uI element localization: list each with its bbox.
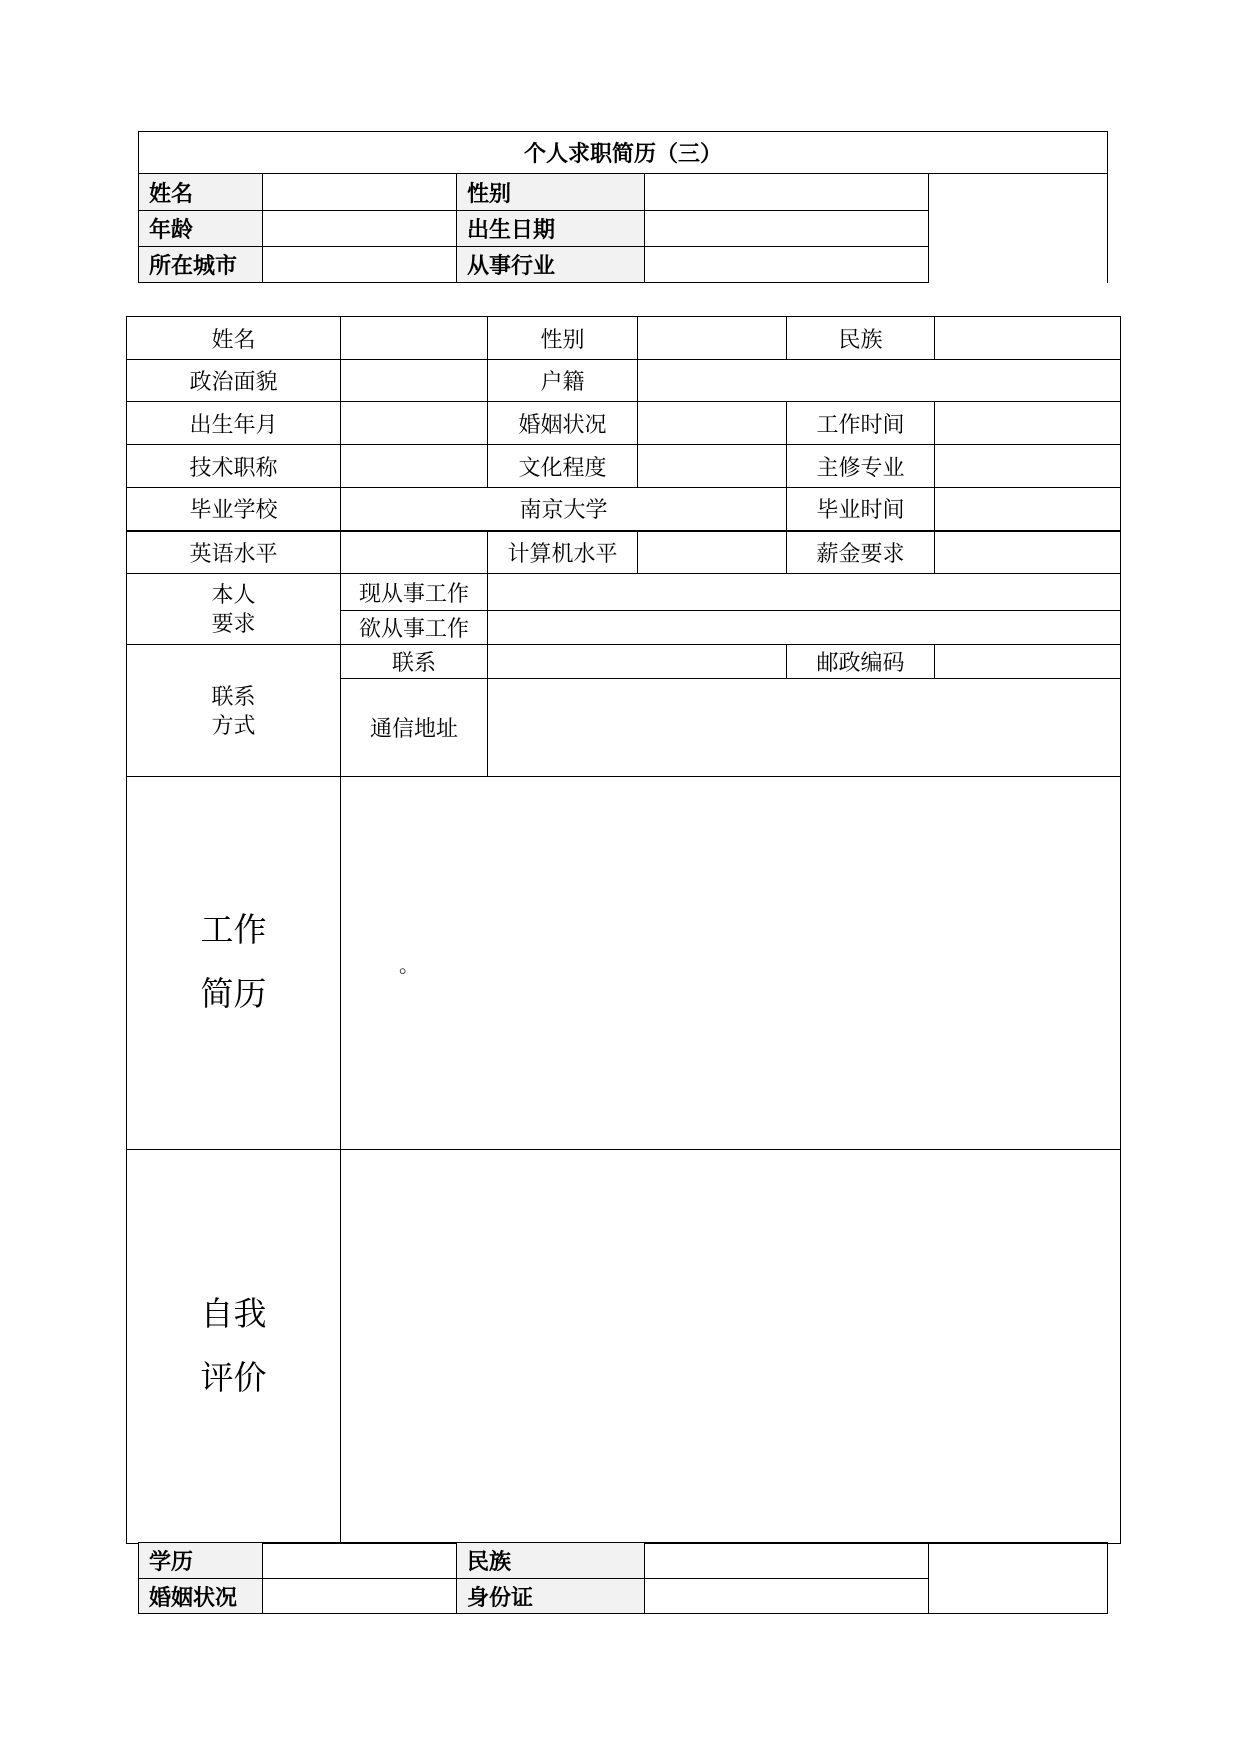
address-label: 通信地址	[341, 679, 488, 777]
salary-label: 薪金要求	[787, 531, 935, 574]
household-field[interactable]	[638, 360, 1121, 402]
political-status-label: 政治面貌	[127, 360, 341, 402]
work-history-field[interactable]	[341, 777, 1121, 1150]
contact-label-line2: 方式	[211, 712, 256, 738]
requirements-label-line2: 要求	[211, 611, 256, 636]
ethnicity-field[interactable]	[645, 1543, 929, 1579]
marital-field[interactable]	[638, 402, 787, 445]
major-label: 主修专业	[787, 445, 935, 488]
contact-label	[127, 645, 341, 777]
id-card-field[interactable]	[645, 1579, 929, 1614]
contact-label-line1: 联系	[211, 683, 256, 709]
industry-label: 从事行业	[457, 247, 645, 283]
birth-date-label: 出生日期	[457, 211, 645, 247]
computer-field[interactable]	[638, 531, 787, 574]
postcode-label: 邮政编码	[787, 645, 935, 679]
gender-field[interactable]	[645, 174, 929, 211]
political-status-field[interactable]	[341, 360, 488, 402]
work-history-label-line2: 简历	[200, 977, 267, 1013]
age-label: 年龄	[139, 211, 263, 247]
graduation-label: 毕业时间	[787, 488, 935, 531]
name-field[interactable]	[263, 174, 457, 211]
work-history-label	[127, 777, 341, 1150]
name-field[interactable]	[341, 317, 488, 360]
city-label: 所在城市	[139, 247, 263, 283]
current-job-field[interactable]	[488, 574, 1121, 611]
desired-job-field[interactable]	[488, 611, 1121, 645]
self-eval-label	[127, 1150, 341, 1544]
school-label: 毕业学校	[127, 488, 341, 531]
address-field[interactable]	[488, 679, 1121, 777]
current-job-label: 现从事工作	[341, 574, 488, 611]
ethnicity-label: 民族	[787, 317, 935, 360]
ethnicity-label: 民族	[457, 1543, 645, 1579]
industry-field[interactable]	[645, 247, 929, 283]
resume-title: 个人求职简历（三）	[139, 132, 1108, 174]
photo-area	[929, 174, 1108, 283]
name-label: 姓名	[127, 317, 341, 360]
work-history-label-line1: 工作	[200, 913, 267, 949]
self-eval-label-line1: 自我	[200, 1296, 267, 1333]
postcode-field[interactable]	[935, 645, 1121, 679]
photo-area	[929, 1543, 1108, 1614]
work-history-text: 。	[399, 955, 419, 977]
resume-form-table	[126, 316, 1121, 1544]
gender-field[interactable]	[638, 317, 787, 360]
birth-label: 出生年月	[127, 402, 341, 445]
header-info-table	[138, 131, 1108, 283]
gender-label: 性别	[488, 317, 638, 360]
school-field[interactable]: 南京大学	[341, 488, 787, 531]
id-card-label: 身份证	[457, 1579, 645, 1614]
self-eval-label-line2: 评价	[200, 1360, 267, 1397]
education-field[interactable]	[638, 445, 787, 488]
degree-label: 学历	[139, 1543, 263, 1579]
age-field[interactable]	[263, 211, 457, 247]
birth-field[interactable]	[341, 402, 488, 445]
ethnicity-field[interactable]	[935, 317, 1121, 360]
tech-title-field[interactable]	[341, 445, 488, 488]
work-start-field[interactable]	[935, 402, 1121, 445]
phone-field[interactable]	[488, 645, 787, 679]
gender-label: 性别	[457, 174, 645, 211]
phone-label: 联系	[341, 645, 488, 679]
name-label: 姓名	[139, 174, 263, 211]
salary-field[interactable]	[935, 531, 1121, 574]
education-label: 文化程度	[488, 445, 638, 488]
major-field[interactable]	[935, 445, 1121, 488]
birth-date-field[interactable]	[645, 211, 929, 247]
marital-field[interactable]	[263, 1579, 457, 1614]
requirements-label-line1: 本人	[211, 582, 256, 607]
graduation-field[interactable]	[935, 488, 1121, 531]
requirements-label	[127, 574, 341, 645]
marital-label: 婚姻状况	[139, 1579, 263, 1614]
tech-title-label: 技术职称	[127, 445, 341, 488]
self-eval-field[interactable]	[341, 1150, 1121, 1544]
desired-job-label: 欲从事工作	[341, 611, 488, 645]
household-label: 户籍	[488, 360, 638, 402]
degree-field[interactable]	[263, 1543, 457, 1579]
marital-label: 婚姻状况	[488, 402, 638, 445]
english-field[interactable]	[341, 531, 488, 574]
computer-label: 计算机水平	[488, 531, 638, 574]
work-start-label: 工作时间	[787, 402, 935, 445]
english-label: 英语水平	[127, 531, 341, 574]
city-field[interactable]	[263, 247, 457, 283]
footer-info-table	[138, 1542, 1108, 1614]
